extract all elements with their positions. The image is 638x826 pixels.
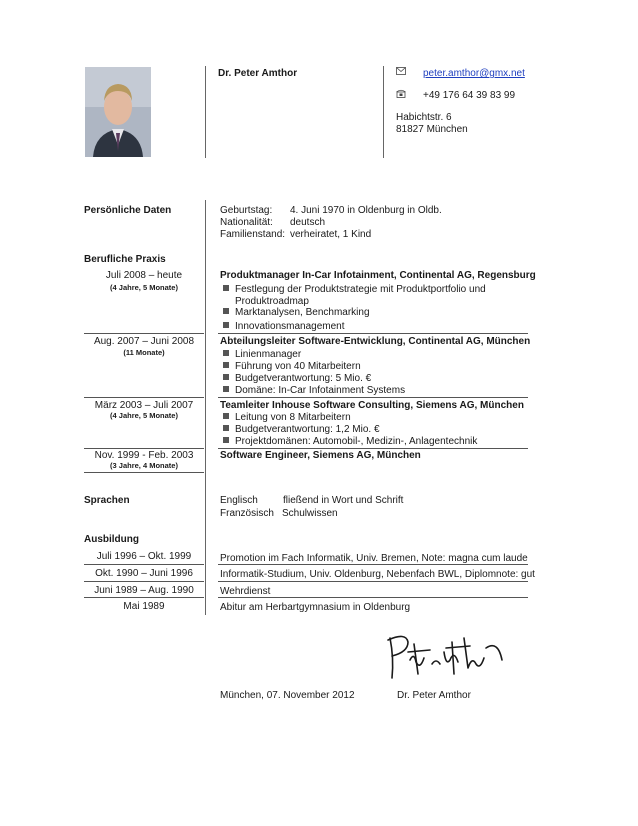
education-date: Mai 1989 <box>123 601 165 612</box>
education-divider <box>84 564 204 565</box>
language-level: fließend in Wort und Schrift <box>283 495 404 506</box>
header-name: Dr. Peter Amthor <box>218 68 298 79</box>
job-divider <box>84 397 204 398</box>
education-date: Okt. 1990 – Juni 1996 <box>95 568 193 579</box>
job-title: Teamleiter Inhouse Software Consulting, Siemens AG, München <box>220 400 524 411</box>
bullet-square-icon <box>223 285 229 291</box>
section-heading-personal: Persönliche Daten <box>84 205 172 216</box>
phone-number: +49 176 64 39 83 99 <box>423 90 516 101</box>
handwritten-signature <box>380 630 510 682</box>
education-divider <box>218 564 528 565</box>
job-bullet: Innovationsmanagement <box>223 321 345 332</box>
job-bullet: Linienmanager <box>223 349 301 360</box>
education-text: Promotion im Fach Informatik, Univ. Bremen, Note: magna cum laude <box>220 553 528 564</box>
portrait-image <box>85 67 151 157</box>
language-name: Englisch <box>220 495 258 506</box>
job-duration: (11 Monate) <box>123 348 165 357</box>
envelope-icon <box>396 67 406 77</box>
job-divider <box>218 397 528 398</box>
section-heading-experience: Berufliche Praxis <box>84 254 166 265</box>
footer-place-date: München, 07. November 2012 <box>220 690 355 701</box>
job-bullet: Festlegung der Produktstrategie mit Produktportfolio und <box>223 284 486 295</box>
job-bullet: Domäne: In-Car Infotainment Systems <box>223 385 405 396</box>
bullet-square-icon <box>223 386 229 392</box>
job-divider <box>218 333 528 334</box>
job-duration: (4 Jahre, 5 Monate) <box>110 283 178 292</box>
address-street: Habichtstr. 6 <box>396 112 452 123</box>
bullet-square-icon <box>223 425 229 431</box>
job-date: März 2003 – Juli 2007 <box>94 400 194 411</box>
job-bullet: Marktanalysen, Benchmarking <box>223 307 370 318</box>
education-date: Juni 1989 – Aug. 1990 <box>94 585 194 596</box>
footer-signer: Dr. Peter Amthor <box>397 690 471 701</box>
job-divider <box>84 448 204 449</box>
job-bullet: Projektdomänen: Automobil-, Medizin-, Anlagentechnik <box>223 436 477 447</box>
header-divider-left <box>205 66 206 158</box>
job-divider <box>84 472 204 473</box>
header-divider-right <box>383 66 384 158</box>
personal-label: Geburtstag: <box>220 205 273 216</box>
job-bullet-continuation: Produktroadmap <box>235 296 309 307</box>
section-heading-education: Ausbildung <box>84 534 139 545</box>
personal-label: Familienstand: <box>220 229 286 240</box>
education-divider <box>84 597 204 598</box>
education-divider <box>218 581 528 582</box>
personal-value: deutsch <box>290 217 326 228</box>
personal-value: verheiratet, 1 Kind <box>290 229 372 240</box>
language-name: Französisch <box>220 508 274 519</box>
bullet-square-icon <box>223 437 229 443</box>
education-text: Informatik-Studium, Univ. Oldenburg, Nebenfach BWL, Diplomnote: gut <box>220 569 535 580</box>
education-text: Abitur am Herbartgymnasium in Oldenburg <box>220 602 411 613</box>
job-title: Abteilungsleiter Software-Entwicklung, Continental AG, München <box>220 336 531 347</box>
main-divider <box>205 200 206 615</box>
section-heading-languages: Sprachen <box>84 495 130 506</box>
job-duration: (4 Jahre, 5 Monate) <box>110 411 178 420</box>
job-bullet: Führung von 40 Mitarbeitern <box>223 361 361 372</box>
bullet-square-icon <box>223 308 229 314</box>
bullet-square-icon <box>223 350 229 356</box>
education-divider <box>218 597 528 598</box>
email-link[interactable]: peter.amthor@gmx.net <box>423 68 525 79</box>
bullet-square-icon <box>223 413 229 419</box>
job-date: Juli 2008 – heute <box>105 270 183 281</box>
job-divider <box>218 448 528 449</box>
address-city: 81827 München <box>396 124 468 135</box>
profile-photo <box>85 67 151 157</box>
job-date: Nov. 1999 - Feb. 2003 <box>94 450 194 461</box>
education-divider <box>84 581 204 582</box>
job-bullet: Budgetverantwortung: 5 Mio. € <box>223 373 371 384</box>
phone-icon <box>396 89 406 99</box>
job-title: Produktmanager In-Car Infotainment, Continental AG, Regensburg <box>220 270 536 281</box>
education-date: Juli 1996 – Okt. 1999 <box>96 551 192 562</box>
language-level: Schulwissen <box>282 508 338 519</box>
job-bullet: Leitung von 8 Mitarbeitern <box>223 412 351 423</box>
job-title: Software Engineer, Siemens AG, München <box>220 450 421 461</box>
job-duration: (3 Jahre, 4 Monate) <box>110 461 178 470</box>
bullet-square-icon <box>223 322 229 328</box>
bullet-square-icon <box>223 362 229 368</box>
job-divider <box>84 333 204 334</box>
personal-value: 4. Juni 1970 in Oldenburg in Oldb. <box>290 205 442 216</box>
bullet-square-icon <box>223 374 229 380</box>
job-date: Aug. 2007 – Juni 2008 <box>93 336 195 347</box>
education-text: Wehrdienst <box>220 586 271 597</box>
job-bullet: Budgetverantwortung: 1,2 Mio. € <box>223 424 380 435</box>
personal-label: Nationalität: <box>220 217 273 228</box>
